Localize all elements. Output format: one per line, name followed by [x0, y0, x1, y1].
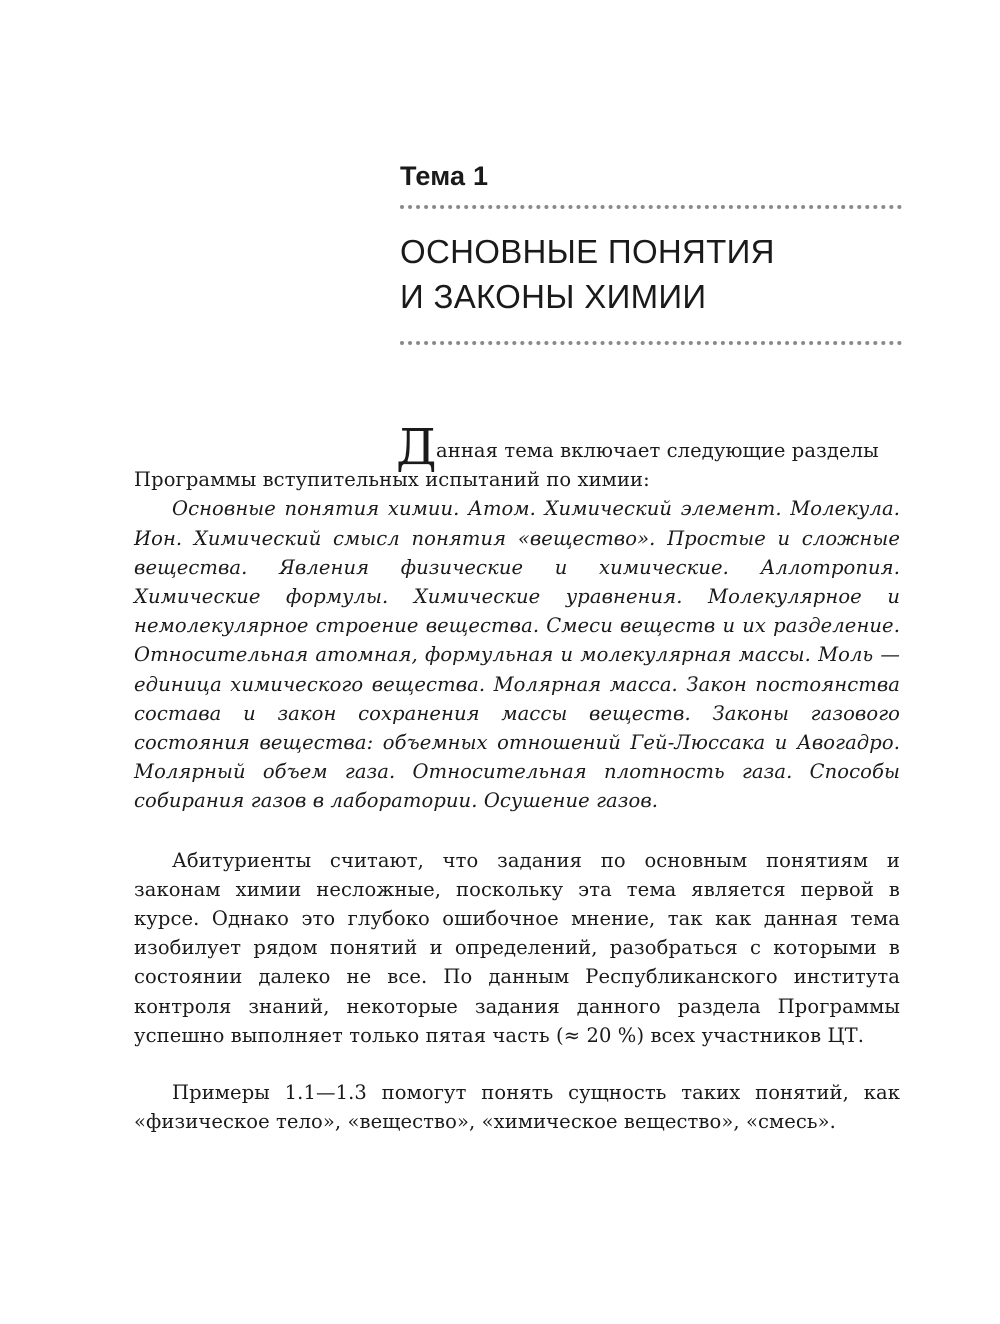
topic-header: [400, 158, 902, 345]
topic-title-line-2: И ЗАКОНЫ ХИМИИ: [400, 278, 707, 315]
dotted-divider-top: [400, 205, 902, 209]
topic-title-line-1: ОСНОВНЫЕ ПОНЯТИЯ: [400, 233, 775, 270]
intro-second-line: Программы вступительных испытаний по химии:: [134, 468, 650, 492]
topic-label: Тема 1: [400, 161, 489, 191]
topic-title: [400, 229, 902, 319]
body-text: [134, 418, 900, 1136]
intro-first-line-text: анная тема включает следующие разделы: [436, 439, 879, 462]
intro-first-line: [134, 418, 900, 476]
body-paragraph-2: Примеры 1.1—1.3 помогут понять сущность таких понятий, как «физическое тело», «вещество», «химическое вещество», «смесь».: [134, 1081, 900, 1134]
body-paragraph-1: Абитуриенты считают, что задания по основным понятиям и законам химии несложные, поскольку эта тема является первой в курсе. Однако это глубоко ошибочное мнение, так как данная тема изобилует рядом понятий и определений, разобраться с которыми в состоянии далеко не все. По данным Республиканского института контроля знаний, некоторые задания данного раздела Программы успешно выполняет только пятая часть (≈ 20 %) всех участников ЦТ.: [134, 848, 900, 1047]
drop-cap: Д: [396, 418, 437, 476]
dotted-divider-bottom: [400, 341, 902, 345]
syllabus-paragraph: Основные понятия химии. Атом. Химический элемент. Молекула. Ион. Химический смысл понятия «вещество». Простые и сложные вещества. Явления физические и химические. Аллотропия. Химические формулы. Химические уравнения. Молекулярное и немолекулярное строение вещества. Смеси веществ и их разделение. Относительная атомная, формульная и молекулярная массы. Моль — единица химического вещества. Молярная масса. Закон постоянства состава и закон сохранения массы веществ. Законы газового состояния вещества: объемных отношений Гей-Люссака и Авогадро. Молярный объем газа. Относительная плотность газа. Способы собирания газов в лаборатории. Осушение газов.: [134, 497, 900, 813]
